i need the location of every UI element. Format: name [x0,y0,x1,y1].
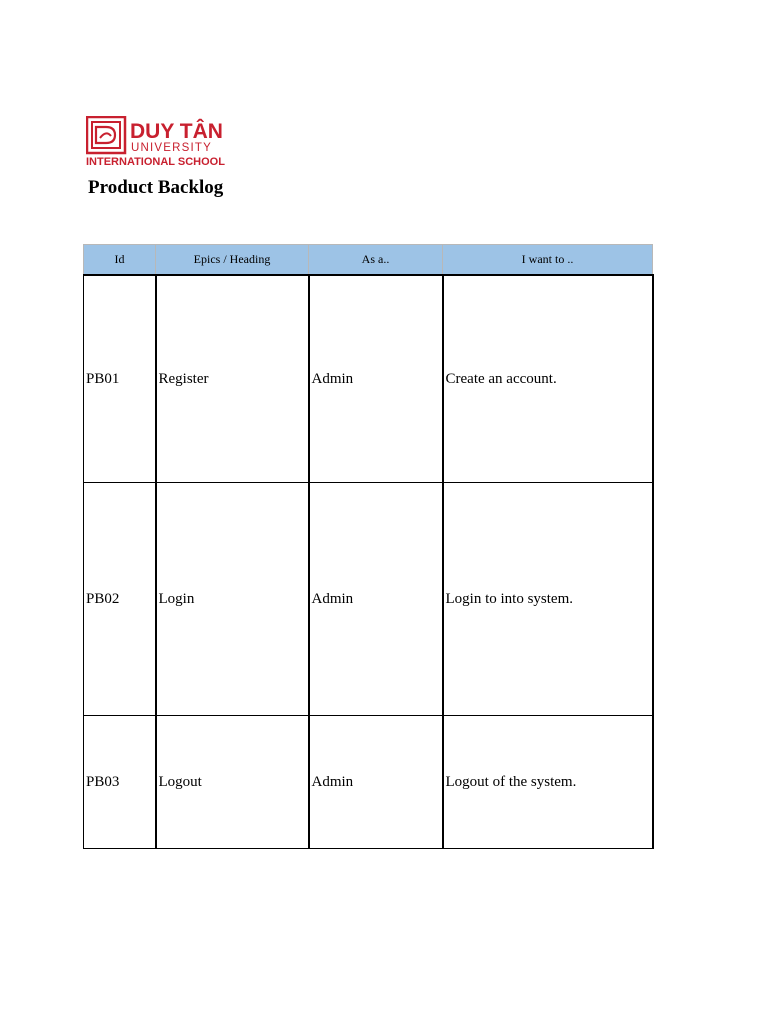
cell-as: Admin [309,716,443,849]
svg-text:INTERNATIONAL SCHOOL: INTERNATIONAL SCHOOL [86,156,225,168]
column-header-want: I want to .. [443,245,653,276]
cell-id: PB03 [84,716,156,849]
cell-epic: Login [156,483,309,716]
page-title: Product Backlog [88,177,224,198]
column-header-id: Id [84,245,156,276]
table-header-row [84,245,653,276]
column-header-as: As a.. [309,245,443,276]
university-logo [86,116,246,170]
column-header-epic: Epics / Heading [156,245,309,276]
svg-text:UNIVERSITY: UNIVERSITY [131,142,213,154]
table-row [84,483,653,716]
cell-as: Admin [309,483,443,716]
svg-text:DUY TÂN: DUY TÂN [130,120,223,143]
logo-mark-icon [86,116,246,170]
table-row [84,716,653,849]
product-backlog-table [83,244,654,849]
cell-as: Admin [309,275,443,483]
table-row [84,275,653,483]
cell-want: Login to into system. [443,483,653,716]
cell-epic: Logout [156,716,309,849]
cell-id: PB01 [84,275,156,483]
cell-want: Create an account. [443,275,653,483]
cell-want: Logout of the system. [443,716,653,849]
cell-id: PB02 [84,483,156,716]
cell-epic: Register [156,275,309,483]
